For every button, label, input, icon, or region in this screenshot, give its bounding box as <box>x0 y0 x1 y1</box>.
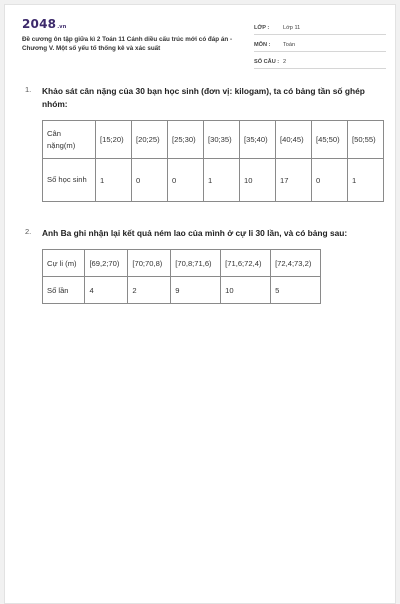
table-cell: [70,8;71,6) <box>171 250 221 277</box>
table-row <box>43 277 321 304</box>
meta-label: MÔN : <box>254 42 271 48</box>
logo-suffix: .vn <box>57 24 67 30</box>
table-cell: 10 <box>240 159 276 202</box>
table-cell: [71,6;72,4) <box>221 250 271 277</box>
table-cell: 1 <box>204 159 240 202</box>
table-cell: [40;45) <box>276 121 312 159</box>
meta-row-class <box>254 18 386 35</box>
question-text: Anh Ba ghi nhận lại kết quả ném lao của mình ở cự li 30 lần, và có bảng sau: <box>42 228 348 238</box>
table-cell: [25;30) <box>168 121 204 159</box>
table-cell: 0 <box>168 159 204 202</box>
question-number: 1. <box>25 85 32 94</box>
table-row <box>43 250 321 277</box>
table-row <box>43 159 384 202</box>
meta-label: SỐ CÂU : <box>254 59 280 65</box>
table-cell: 1 <box>348 159 384 202</box>
row-header: Số học sinh <box>43 159 96 202</box>
table-row <box>43 121 384 159</box>
row-header: Cự li (m) <box>43 250 85 277</box>
meta-row-subject <box>254 35 386 52</box>
question-number: 2. <box>25 227 32 236</box>
site-logo[interactable] <box>22 17 67 31</box>
logo-text: 2048 <box>22 17 57 31</box>
meta-value: Toán <box>283 42 296 48</box>
table-cell: 2 <box>128 277 171 304</box>
row-header: Số lần <box>43 277 85 304</box>
table-cell: [69,2;70) <box>85 250 128 277</box>
table-cell: 9 <box>171 277 221 304</box>
table-cell: [45;50) <box>312 121 348 159</box>
meta-value: Lớp 11 <box>283 25 301 31</box>
question-2 <box>25 227 381 304</box>
table-cell: 1 <box>96 159 132 202</box>
frequency-table <box>42 249 321 304</box>
meta-label: LỚP : <box>254 25 270 31</box>
document-meta <box>254 18 386 69</box>
question-text: Khảo sát cân nặng của 30 bạn học sinh (đơn vị: kilogam), ta có bảng tần số ghép nhóm: <box>42 86 365 109</box>
meta-value: 2 <box>283 59 287 65</box>
table-cell: [72,4;73,2) <box>271 250 321 277</box>
table-cell: 0 <box>312 159 348 202</box>
question-1 <box>25 85 381 202</box>
meta-row-question-count <box>254 52 386 69</box>
frequency-table <box>42 120 384 202</box>
table-cell: 17 <box>276 159 312 202</box>
table-cell: [35;40) <box>240 121 276 159</box>
document-page <box>4 4 396 604</box>
table-cell: [15;20) <box>96 121 132 159</box>
table-cell: 5 <box>271 277 321 304</box>
table-cell: [70;70,8) <box>128 250 171 277</box>
table-cell: [20;25) <box>132 121 168 159</box>
row-header: Cân nặng(m) <box>43 121 96 159</box>
table-cell: 4 <box>85 277 128 304</box>
table-cell: 10 <box>221 277 271 304</box>
document-title: Đề cương ôn tập giữa kì 2 Toán 11 Cánh diều cấu trúc mới có đáp án - Chương V. Một số yếu tố thống kê và xác suất <box>22 36 233 52</box>
table-cell: [50;55) <box>348 121 384 159</box>
table-cell: 0 <box>132 159 168 202</box>
table-cell: [30;35) <box>204 121 240 159</box>
